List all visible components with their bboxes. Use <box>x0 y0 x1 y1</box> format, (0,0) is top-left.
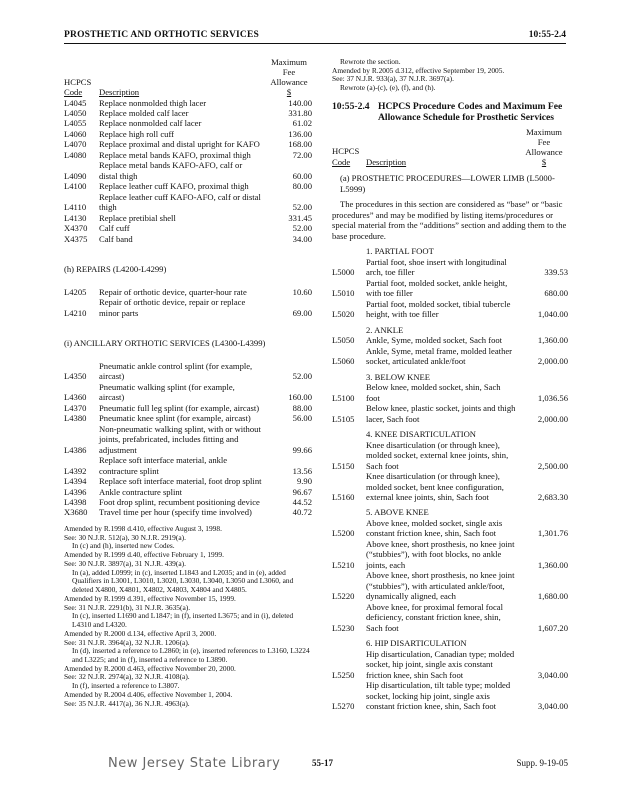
table-row <box>332 680 568 711</box>
right-column <box>332 58 568 712</box>
row-code: L4380 <box>64 413 87 424</box>
table-row <box>64 413 312 423</box>
row-description: Ankle contracture splint <box>99 486 183 497</box>
row-code: L5220 <box>332 591 355 602</box>
row-amount: 2,000.00 <box>537 356 568 367</box>
row-description: Hip disarticulation, tilt table type; molded socket, locking hip joint, single axis constant friction knee, shin, Sach foot <box>366 680 511 712</box>
table-row <box>332 518 568 539</box>
row-description: Partial foot, molded socket, tibial tubercle height, with toe filler <box>366 298 511 320</box>
section-number: 10:55-2.4 <box>332 100 370 112</box>
section-heading: HCPCS Procedure Codes and Maximum Fee Allowance Schedule for Prosthetic Services <box>378 100 563 124</box>
fee-label: Fee <box>537 136 551 147</box>
table-row <box>64 129 312 139</box>
row-description: Replace proximal and distal upright for KAFO <box>99 139 260 150</box>
code-label: Code <box>332 156 351 167</box>
row-description: Above knee, short prosthesis, no knee joint (“stubbies”), with foot blocks, no ankle joints, each <box>366 538 515 570</box>
row-amount: 1,680.00 <box>537 591 568 602</box>
row-amount: 88.00 <box>292 402 312 413</box>
table-row <box>64 139 312 149</box>
history-note: In (a), added L0999; in (c), inserted L1843 and L2035; and in (e), added Qualifiers in L3001, L3010, L3020, L3030, L3040, L3050 and L3060, and deleted X4800, X4801, X4802, X4803, X4804 and X4805. <box>72 567 294 595</box>
intro-paragraph: The procedures in this section are considered as “base” or “basic procedures” and may be modified by listing items/procedures or special material from the “additions” section and adding them to the base procedure. <box>332 199 567 241</box>
fee-label: Fee <box>282 66 296 77</box>
table-row <box>64 108 312 118</box>
row-amount: 34.00 <box>292 233 312 244</box>
row-code: L5050 <box>332 335 355 346</box>
row-amount: 2,683.30 <box>537 492 568 502</box>
row-code: L4080 <box>64 149 87 160</box>
row-amount: 13.56 <box>292 465 312 476</box>
table-row <box>64 118 312 128</box>
history-note: See: 31 N.J.R. 3964(a), 32 N.J.R. 1206(a). <box>64 637 190 647</box>
row-code: X4370 <box>64 223 88 234</box>
row-code: L4386 <box>64 444 87 455</box>
row-description: Replace metal bands KAFO-AFO, calf or distal thigh <box>99 160 243 181</box>
row-description: Above knee, short prosthesis, no knee joint (“stubbies”), with articulated ankle/foot, dynamically aligned, each <box>366 570 515 602</box>
row-code: L5250 <box>332 669 355 680</box>
history-note: In (c), inserted L1690 and L1847; in (f), inserted L3675; and in (i), deleted L4310 and L4320. <box>72 611 294 630</box>
right-table-header <box>332 128 568 168</box>
section-a-heading: (a) PROSTHETIC PROCEDURES—LOWER LIMB (L5000-L5999) <box>340 173 555 194</box>
row-code: L5160 <box>332 492 355 502</box>
history-note: Amended by R.1999 d.391, effective November 15, 1999. <box>64 593 236 603</box>
row-amount: 3,040.00 <box>537 701 568 712</box>
table-row <box>332 278 568 299</box>
table-row <box>332 346 568 367</box>
table-row <box>64 287 312 297</box>
row-amount: 1,360.00 <box>537 559 568 570</box>
row-amount: 99.66 <box>292 444 312 455</box>
table-row <box>332 403 568 424</box>
table-row <box>64 507 312 517</box>
running-header <box>64 30 566 44</box>
history-note: See: 32 N.J.R. 2974(a), 32 N.J.R. 4108(a). <box>64 672 190 682</box>
row-description: Knee disarticulation (or through knee), molded socket, external knee joints, shin, Sach foot <box>366 439 509 471</box>
row-code: L4045 <box>64 97 87 108</box>
row-amount: 1,360.00 <box>537 335 568 346</box>
row-code: L4205 <box>64 286 87 297</box>
history-note: Amended by R.1999 d.40, effective February 1, 1999. <box>64 550 224 560</box>
row-code: L5020 <box>332 309 355 320</box>
row-code: L4370 <box>64 402 87 413</box>
row-amount: 1,301.76 <box>537 528 568 539</box>
row-description: Ankle, Syme, metal frame, molded leather socket, articulated ankle/foot <box>366 345 513 367</box>
left-table-header <box>64 58 312 98</box>
row-description: Replace high roll cuff <box>99 128 175 139</box>
history-note: Amended by R.2000 d.134, effective April 3, 2000. <box>64 628 217 638</box>
row-code: L5230 <box>332 622 355 633</box>
row-amount: 136.00 <box>288 128 312 139</box>
row-code: L5210 <box>332 559 355 570</box>
row-description: Replace nonmolded calf lacer <box>99 118 202 129</box>
table-row <box>332 539 568 570</box>
row-code: L5150 <box>332 460 355 471</box>
row-description: Travel time per hour (specify time involved) <box>99 507 252 518</box>
history-note: Rewrote (a)-(c), (e), (f), and (h). <box>340 83 436 93</box>
row-code: L5060 <box>332 356 355 367</box>
history-note: Amended by R.2000 d.463, effective November 20, 2000. <box>64 663 236 673</box>
row-amount: 339.53 <box>544 267 568 278</box>
row-amount: 1,607.20 <box>537 622 568 633</box>
row-amount: 168.00 <box>288 139 312 150</box>
row-code: L4350 <box>64 371 87 382</box>
table-row <box>64 403 312 413</box>
row-amount: 2,500.00 <box>537 460 568 471</box>
row-description: Below knee, plastic socket, joints and thigh lacer, Sach foot <box>366 403 516 424</box>
row-amount: 680.00 <box>544 288 568 299</box>
dollar-label: $ <box>541 156 547 167</box>
row-amount: 56.00 <box>292 413 312 424</box>
row-code: L4055 <box>64 118 87 129</box>
row-code: L4130 <box>64 212 87 223</box>
max-label: Maximum <box>526 126 562 137</box>
row-description: Replace soft interface material, ankle contracture splint <box>99 455 228 476</box>
group-heading: 2. ANKLE <box>366 324 404 335</box>
row-description: Repair of orthotic device, repair or replace minor parts <box>99 297 246 318</box>
row-description: Knee disarticulation (or through knee), molded socket, bent knee configuration, external knee joints, shin, Sach foot <box>366 471 504 502</box>
hcpcs-label: HCPCS <box>332 146 360 157</box>
table-row <box>64 424 312 455</box>
row-description: Replace metal bands KAFO, proximal thigh <box>99 149 251 160</box>
header-section: 10:55-2.4 <box>528 30 566 40</box>
row-amount: 96.67 <box>292 486 312 497</box>
table-row <box>64 160 312 181</box>
row-description: Calf cuff <box>99 223 130 234</box>
table-row <box>332 570 568 601</box>
row-code: L5000 <box>332 267 355 278</box>
row-code: L5270 <box>332 701 355 712</box>
allowance-label: Allowance <box>525 146 563 157</box>
history-note: See: 30 N.J.R. 512(a), 30 N.J.R. 2919(a). <box>64 532 186 542</box>
row-description: Above knee, molded socket, single axis constant friction knee, shin, Sach foot <box>366 517 503 539</box>
allowance-label: Allowance <box>270 76 308 87</box>
table-row <box>64 487 312 497</box>
table-row <box>332 382 568 403</box>
table-row <box>64 476 312 486</box>
left-history-notes <box>64 525 312 708</box>
table-row <box>64 455 312 476</box>
page-number: 55-17 <box>312 758 333 768</box>
row-description: Pneumatic full leg splint (for example, aircast) <box>99 402 260 413</box>
hcpcs-label: HCPCS <box>64 76 92 87</box>
table-row <box>332 299 568 320</box>
row-description: Replace soft interface material, foot drop splint <box>99 476 262 487</box>
row-amount: 60.00 <box>292 170 312 181</box>
history-note: See: 30 N.J.R. 3897(a), 31 N.J.R. 439(a). <box>64 558 186 568</box>
row-code: L4090 <box>64 170 87 181</box>
row-code: X4375 <box>64 233 88 244</box>
description-label: Description <box>99 87 140 98</box>
row-code: L5100 <box>332 392 355 403</box>
row-description: Pneumatic walking splint (for example, aircast) <box>99 381 235 403</box>
history-note: In (d), inserted a reference to L2860; in (e), inserted references to L3160, L3224 and L3225; and in (f), inserted a reference to L3890. <box>72 646 310 664</box>
table-row <box>64 382 312 403</box>
row-amount: 72.00 <box>292 149 312 160</box>
row-amount: 52.00 <box>292 223 312 234</box>
row-description: Pneumatic ankle control splint (for example, aircast) <box>99 360 253 382</box>
procedure-groups <box>332 246 568 711</box>
row-code: L4392 <box>64 465 87 476</box>
row-amount: 44.52 <box>292 497 312 507</box>
row-description: Partial foot, molded socket, ankle height, with toe filler <box>366 277 508 299</box>
row-amount: 331.45 <box>288 212 312 223</box>
row-description: Non-pneumatic walking splint, with or without joints, prefabricated, includes fitting and adjustment <box>99 423 261 455</box>
table-row <box>332 440 568 471</box>
table-row <box>64 98 312 108</box>
row-code: L4100 <box>64 181 87 192</box>
row-code: L4394 <box>64 476 87 487</box>
group-heading: 1. PARTIAL FOOT <box>366 246 434 257</box>
row-description: Foot drop splint, recumbent positioning device <box>99 497 260 507</box>
row-amount: 40.72 <box>292 507 312 518</box>
row-amount: 331.80 <box>288 107 312 118</box>
history-note: See: 35 N.J.R. 4417(a), 36 N.J.R. 4963(a). <box>64 698 190 708</box>
description-label: Description <box>366 156 407 167</box>
row-code: L4360 <box>64 392 87 403</box>
row-description: Partial foot, shoe insert with longitudinal arch, toe filler <box>366 256 507 278</box>
row-code: L4398 <box>64 497 87 507</box>
row-description: Below knee, molded socket, shin, Sach foot <box>366 382 501 403</box>
table-row <box>332 335 568 345</box>
row-amount: 61.02 <box>292 118 312 129</box>
table-row <box>64 297 312 318</box>
library-watermark: New Jersey State Library <box>108 756 281 771</box>
history-note: In (c) and (h), inserted new Codes. <box>72 541 175 551</box>
table-row <box>64 213 312 223</box>
history-note: See: 31 N.J.R. 2291(b), 31 N.J.R. 3635(a). <box>64 602 191 612</box>
group-heading: 6. HIP DISARTICULATION <box>366 638 467 649</box>
row-description: Ankle, Syme, molded socket, Sach foot <box>366 335 503 346</box>
row-amount: 80.00 <box>292 181 312 192</box>
group-heading: 5. ABOVE KNEE <box>366 507 429 518</box>
history-note: Amended by R.1998 d.410, effective August 3, 1998. <box>64 523 222 533</box>
row-amount: 1,036.56 <box>537 392 568 403</box>
row-code: L4050 <box>64 107 87 118</box>
row-description: Repair of orthotic device, quarter-hour rate <box>99 286 247 297</box>
row-description: Hip disarticulation, Canadian type; molded socket, hip joint, single axis constant friction knee, shin Sach foot <box>366 648 515 680</box>
code-label: Code <box>64 87 83 98</box>
left-rows-h <box>64 287 312 318</box>
max-label: Maximum <box>271 57 307 67</box>
group-heading: 3. BELOW KNEE <box>366 371 431 382</box>
table-row <box>64 192 312 213</box>
table-row <box>64 234 312 244</box>
row-code: L4396 <box>64 486 87 497</box>
history-note: Amended by R.2005 d.312, effective September 19, 2005. <box>332 65 505 75</box>
table-row <box>332 471 568 502</box>
page-footer <box>64 756 568 774</box>
section-i-heading: (i) ANCILLARY ORTHOTIC SERVICES (L4300-L4399) <box>64 338 266 349</box>
table-row <box>64 497 312 507</box>
row-code: L4060 <box>64 128 87 139</box>
history-note: In (f), inserted a reference to L3807. <box>72 681 180 691</box>
section-title <box>332 101 568 124</box>
header-title: PROSTHETIC AND ORTHOTIC SERVICES <box>64 30 259 40</box>
row-code: X3680 <box>64 507 88 518</box>
history-note: Rewrote the section. <box>340 57 401 66</box>
row-description: Replace leather cuff KAFO-AFO, calf or distal thigh <box>99 191 261 213</box>
row-description: Replace leather cuff KAFO, proximal thigh <box>99 181 249 192</box>
row-code: L4110 <box>64 202 87 213</box>
table-row <box>64 150 312 160</box>
left-rows-a <box>64 98 312 245</box>
row-description: Calf band <box>99 233 133 244</box>
history-note: Amended by R.2004 d.406, effective November 1, 2004. <box>64 689 233 699</box>
row-amount: 140.00 <box>288 97 312 108</box>
row-amount: 9.90 <box>296 476 312 487</box>
row-amount: 69.00 <box>292 307 312 318</box>
right-history-notes <box>332 58 568 93</box>
section-h-heading: (h) REPAIRS (L4200-L4299) <box>64 264 167 275</box>
row-code: L5105 <box>332 413 355 424</box>
row-amount: 160.00 <box>288 392 312 403</box>
group-heading: 4. KNEE DISARTICULATION <box>366 429 476 440</box>
row-amount: 10.60 <box>292 286 312 297</box>
row-amount: 52.00 <box>292 202 312 213</box>
table-row <box>332 649 568 680</box>
table-row <box>332 602 568 633</box>
row-description: Pneumatic knee splint (for example, aircast) <box>99 413 251 424</box>
row-description: Replace nonmolded thigh lacer <box>99 97 207 108</box>
table-row <box>64 181 312 191</box>
row-amount: 2,000.00 <box>537 413 568 424</box>
history-note: See: 37 N.J.R. 933(a), 37 N.J.R. 3697(a). <box>332 74 454 84</box>
table-row <box>64 223 312 233</box>
row-code: L5010 <box>332 288 355 299</box>
table-row <box>332 257 568 278</box>
row-code: L5200 <box>332 528 355 539</box>
table-row <box>64 361 312 382</box>
dollar-label: $ <box>286 86 292 97</box>
left-rows-i <box>64 361 312 518</box>
row-amount: 1,040.00 <box>537 309 568 320</box>
row-code: L4070 <box>64 139 87 150</box>
row-description: Replace pretibial shell <box>99 212 176 223</box>
row-amount: 3,040.00 <box>537 669 568 680</box>
row-description: Above knee, for proximal femoral focal deficiency, constant friction knee, shin, Sach foot <box>366 601 503 633</box>
row-description: Replace molded calf lacer <box>99 107 189 118</box>
row-amount: 52.00 <box>292 371 312 382</box>
left-column <box>64 58 312 708</box>
supplement-date: Supp. 9-19-05 <box>516 758 568 768</box>
row-code: L4210 <box>64 307 87 318</box>
